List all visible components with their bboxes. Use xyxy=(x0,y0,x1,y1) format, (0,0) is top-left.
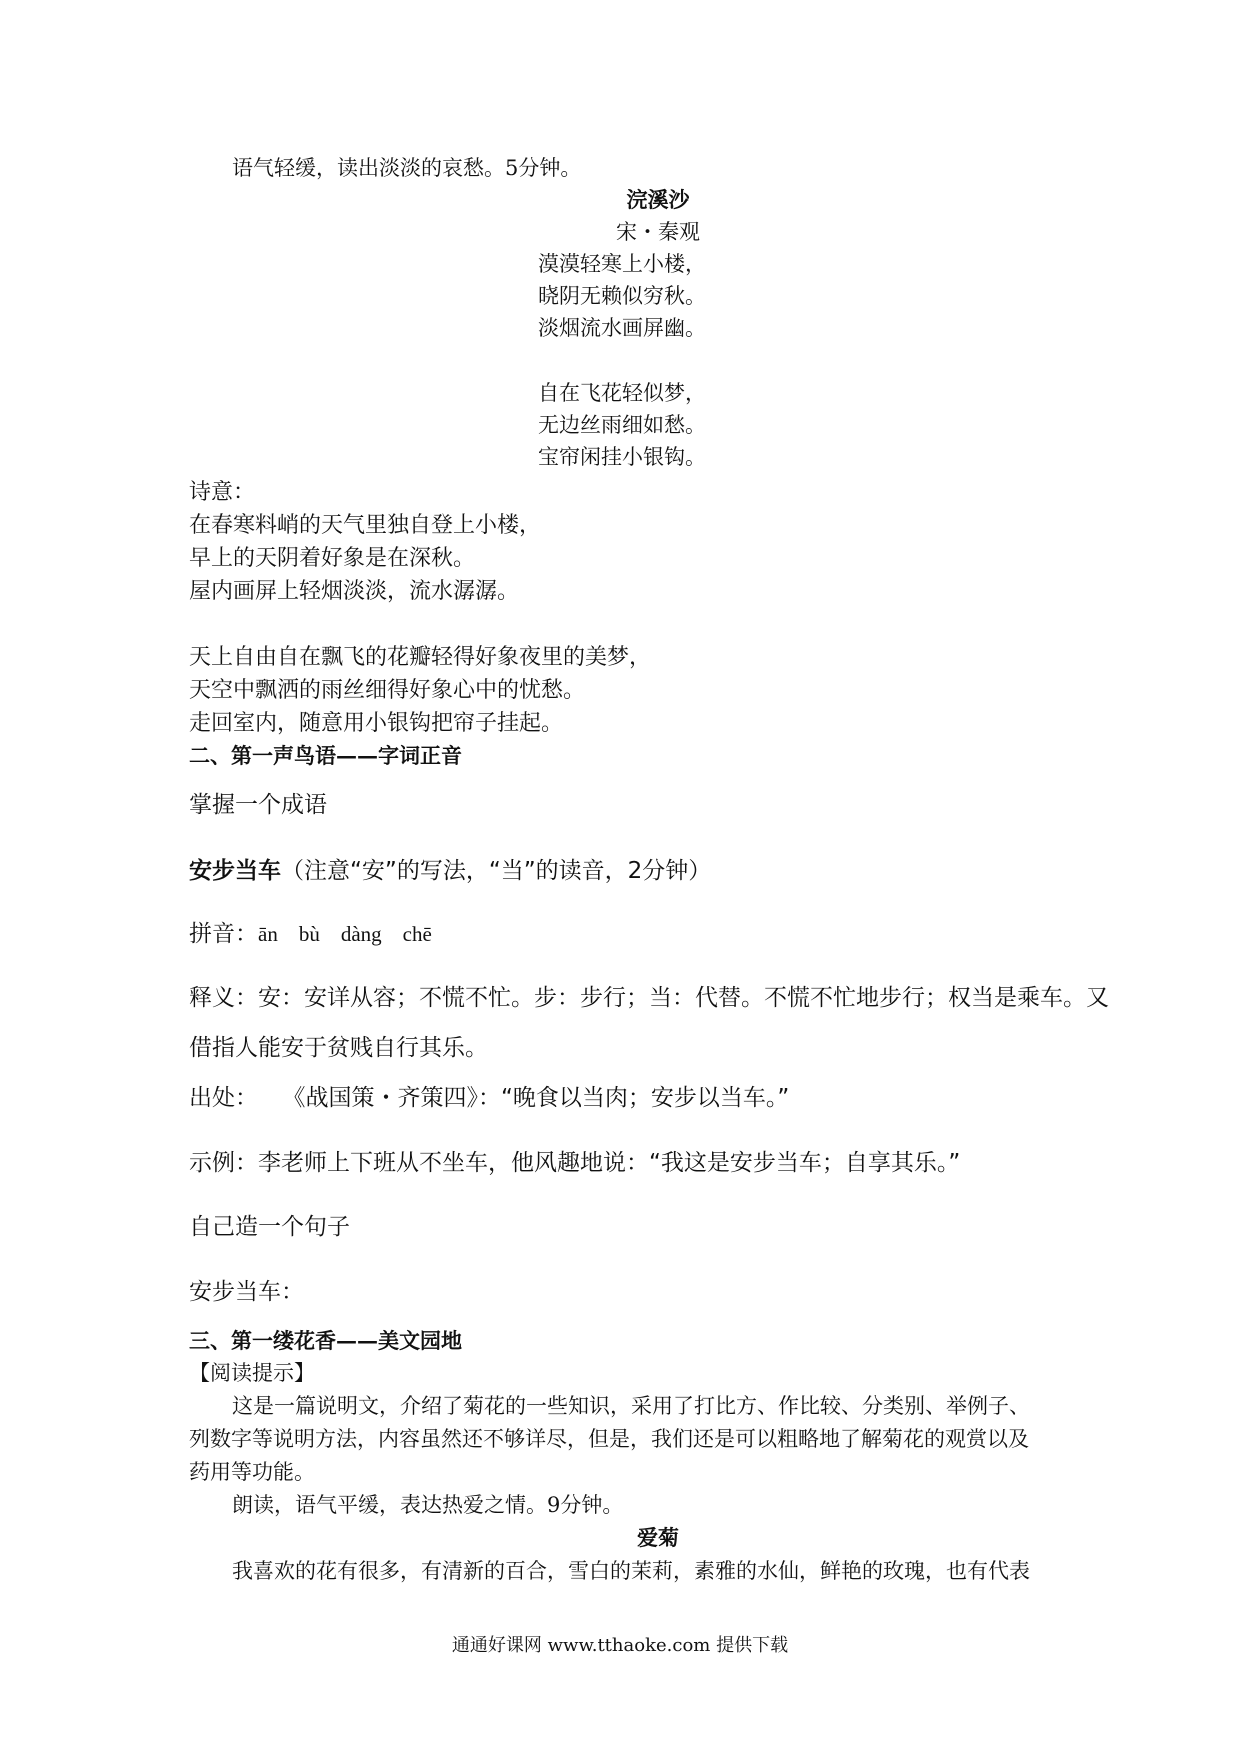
idiom-line xyxy=(189,860,711,883)
meaning-row-cont: 借指人能安于贫贱自行其乐。 xyxy=(189,1035,488,1061)
poem-line: 晓阴无赖似穷秋。 xyxy=(538,284,706,308)
subheading: 掌握一个成语 xyxy=(189,792,327,818)
tip-line: 这是一篇说明文，介绍了菊花的一些知识，采用了打比方、作比较、分类别、举例子、 xyxy=(232,1394,1030,1418)
idiom: 安步当车 xyxy=(189,858,281,884)
tip-line: 药用等功能。 xyxy=(189,1460,315,1484)
poem-author: 宋・秦观 xyxy=(616,220,700,244)
meaning-row-label: 释义： xyxy=(189,985,258,1011)
meaning-line: 早上的天阴着好象是在深秋。 xyxy=(189,546,476,571)
section-heading: 三、第一缕花香——美文园地 xyxy=(189,1328,462,1353)
tip-label: 【阅读提示】 xyxy=(189,1361,315,1385)
source-label: 出处： xyxy=(189,1085,258,1111)
essay-title: 爱菊 xyxy=(637,1525,679,1550)
meaning-row xyxy=(189,987,1109,1010)
sentence-prompt: 安步当车： xyxy=(189,1279,304,1305)
poem-intro: 语气轻缓，读出淡淡的哀愁。5分钟。 xyxy=(232,156,582,180)
poem-line: 无边丝雨细如愁。 xyxy=(538,413,706,437)
example-row xyxy=(189,1152,960,1175)
example-text: 李老师上下班从不坐车，他风趣地说：“我这是安步当车；自享其乐。” xyxy=(258,1150,961,1176)
poem-line: 漠漠轻寒上小楼， xyxy=(538,252,706,276)
page-footer: 通通好课网 www.tthaoke.com 提供下载 xyxy=(451,1635,789,1656)
make-sentence: 自己造一个句子 xyxy=(189,1214,350,1240)
meaning-line: 在春寒料峭的天气里独自登上小楼， xyxy=(189,513,542,538)
meaning-line: 天上自由自在飘飞的花瓣轻得好象夜里的美梦， xyxy=(189,645,652,670)
poem-line: 自在飞花轻似梦， xyxy=(538,381,706,405)
pinyin-value: ān bù dàng chē xyxy=(258,922,432,946)
meaning-line: 屋内画屏上轻烟淡淡，流水潺潺。 xyxy=(189,579,520,604)
source-text: 《战国策・齐策四》：“晚食以当肉；安步以当车。” xyxy=(294,1085,790,1111)
tip-line: 列数字等说明方法，内容虽然还不够详尽，但是，我们还是可以粗略地了解菊花的观赏以及 xyxy=(189,1427,1029,1451)
meaning-line: 走回室内，随意用小银钩把帘子挂起。 xyxy=(189,711,564,736)
poem-title: 浣溪沙 xyxy=(626,187,690,212)
read-instruction: 朗读，语气平缓，表达热爱之情。9分钟。 xyxy=(232,1493,624,1517)
example-label: 示例： xyxy=(189,1150,258,1176)
pinyin-label: 拼音： xyxy=(189,921,258,947)
idiom-note: （注意“安”的写法，“当”的读音，2分钟） xyxy=(281,858,712,884)
poem-line: 宝帘闲挂小银钩。 xyxy=(538,445,706,469)
meaning-line: 天空中飘洒的雨丝细得好象心中的忧愁。 xyxy=(189,678,586,703)
essay-line: 我喜欢的花有很多，有清新的百合，雪白的茉莉，素雅的水仙，鲜艳的玫瑰，也有代表 xyxy=(232,1559,1030,1583)
poem-line: 淡烟流水画屏幽。 xyxy=(538,316,706,340)
meaning-row-text: 安：安详从容；不慌不忙。步：步行；当：代替。不慌不忙地步行；权当是乘车。又 xyxy=(258,985,1109,1011)
meaning-label: 诗意： xyxy=(189,480,256,505)
pinyin-line xyxy=(189,923,432,946)
section-heading: 二、第一声鸟语——字词正音 xyxy=(189,743,462,768)
source-row xyxy=(189,1087,789,1110)
